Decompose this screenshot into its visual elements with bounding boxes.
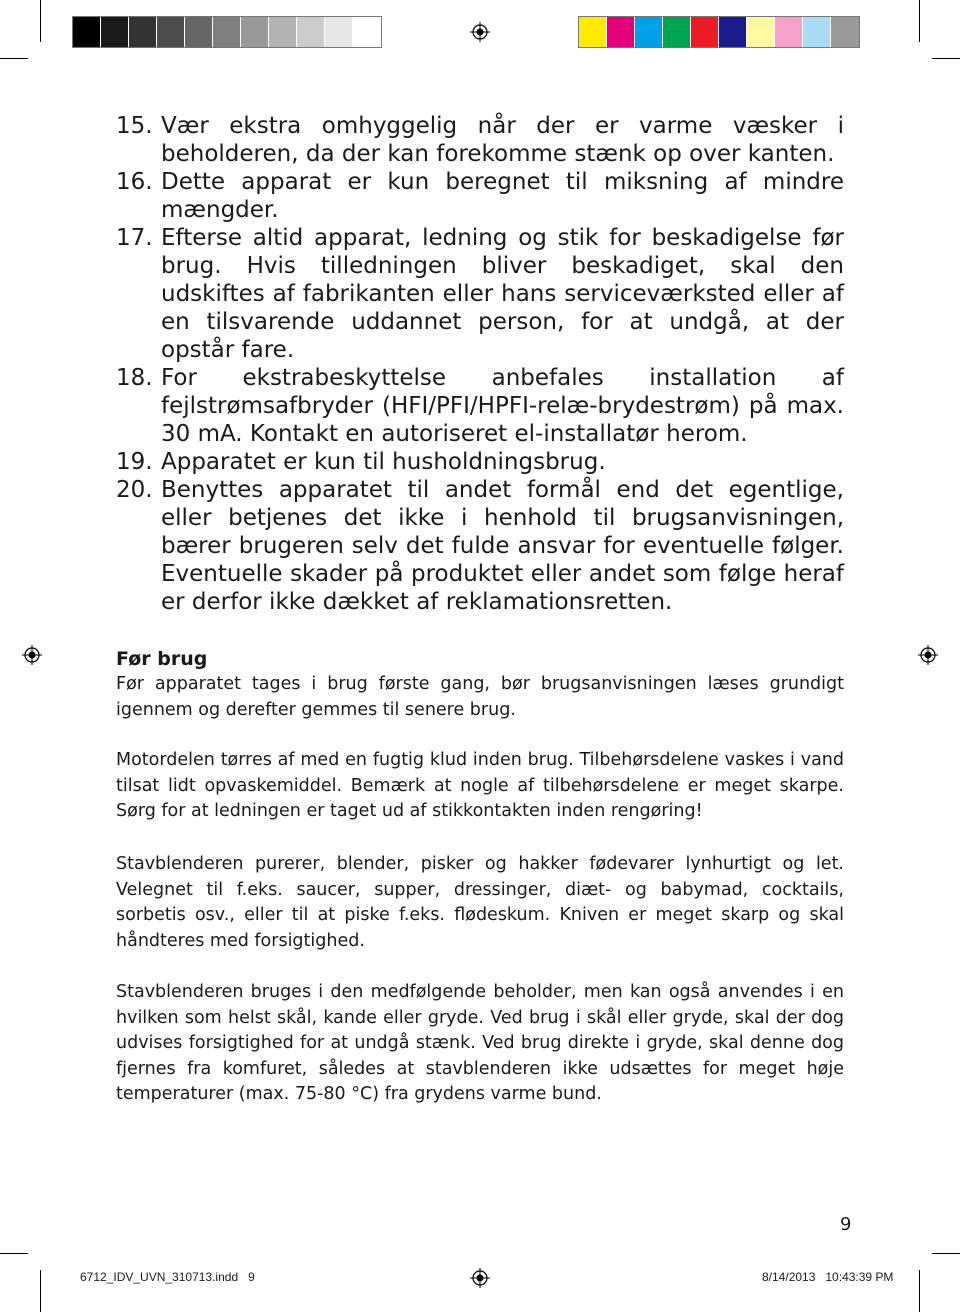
gray-swatch [353,17,381,47]
crop-mark [0,58,28,59]
crop-mark [919,1270,920,1312]
list-item-number: 20. [116,477,153,503]
crop-mark [919,0,920,42]
grayscale-bar [72,16,382,48]
color-swatch [775,17,803,47]
gray-swatch [129,17,157,47]
list-item [116,112,844,168]
gray-swatch [185,17,213,47]
list-item-text: For ekstrabeskyttelse anbefales installation af fejlstrømsafbryder (HFI/PFI/HPFI-relæ-brydestrøm) på max. 30 mA. Kontakt en autoriseret el-installatør herom. [161,365,844,447]
list-item [116,448,844,476]
list-item-number: 16. [116,169,153,195]
gray-swatch [325,17,353,47]
list-item [116,168,844,224]
crop-mark [0,1253,28,1254]
page-number: 9 [840,1214,852,1235]
color-swatch [691,17,719,47]
list-item [116,476,844,616]
paragraph: Stavblenderen purerer, blender, pisker og hakker fødevarer lynhurtigt og let. Velegnet til f.eks. saucer, supper, dressinger, diæt- og babymad, cocktails, sorbetis osv., eller til at piske f.eks. flødeskum. Kniven er meget skarp og skal håndteres med forsigtighed. [116,854,844,951]
list-item [116,364,844,448]
list-item-text: Benyttes apparatet til andet formål end det egentlige, eller betjenes det ikke i henhold til brugsanvisningen, bærer brugeren selv det fulde ansvar for eventuelle følger. Eventuelle skader på produktet eller andet som følge heraf er derfor ikke dækket af reklamationsretten. [161,477,844,615]
color-swatch [635,17,663,47]
list-item-text: Vær ekstra omhyggelig når der er varme væsker i beholderen, da der kan forekomme stænk op over kanten. [161,113,844,167]
paragraph: Motordelen tørres af med en fugtig klud inden brug. Tilbehørsdelene vaskes i vand tilsat lidt opvaskemiddel. Bemærk at nogle af tilbehørsdelene er meget skarpe. Sørg for at ledningen er taget ud af stikkontakten inden rengøring! [116,750,844,822]
gray-swatch [213,17,241,47]
gray-swatch [297,17,325,47]
crop-mark [40,1270,41,1312]
registration-mark-icon [22,645,42,665]
registration-mark-icon [918,645,938,665]
list-item-number: 19. [116,449,153,475]
color-swatch [579,17,607,47]
crop-mark [40,0,41,42]
gray-swatch [101,17,129,47]
gray-swatch [73,17,101,47]
list-item-number: 17. [116,225,153,251]
list-item-number: 18. [116,365,153,391]
safety-instructions-list [116,112,844,616]
section-heading: Før brug [116,648,208,670]
registration-mark-icon [470,1268,490,1288]
color-bar [578,16,860,48]
list-item-text: Apparatet er kun til husholdningsbrug. [161,449,606,475]
paragraph: Stavblenderen bruges i den medfølgende beholder, men kan også anvendes i en hvilken som helst skål, kande eller gryde. Ved brug i skål eller gryde, skal der dog udvises forsigtighed for at undgå stænk. Ved brug direkte i gryde, skal denne dog fjernes fra komfuret, således at stavblenderen ikke udsættes for meget høje temperaturer (max. 75-80 °C) fra grydens varme bund. [116,982,844,1105]
list-item-text: Efterse altid apparat, ledning og stik for beskadigelse før brug. Hvis tilledningen bliver beskadiget, skal den udskiftes af fabrikanten eller hans serviceværksted eller af en tilsvarende uddannet person, for at undgå, at der opstår fare. [161,225,844,363]
paragraph: Før apparatet tages i brug første gang, bør brugsanvisningen læses grundigt igennem og derefter gemmes til senere brug. [116,674,844,720]
color-swatch [803,17,831,47]
list-item-number: 15. [116,113,153,139]
date-slug: 8/14/2013 10:43:39 PM [762,1270,894,1284]
list-item-text: Dette apparat er kun beregnet til miksning af mindre mængder. [161,169,844,223]
color-swatch [663,17,691,47]
gray-swatch [157,17,185,47]
file-slug: 6712_IDV_UVN_310713.indd 9 [80,1270,255,1284]
color-swatch [831,17,859,47]
gray-swatch [269,17,297,47]
gray-swatch [241,17,269,47]
color-swatch [719,17,747,47]
crop-mark [932,58,960,59]
list-item [116,224,844,364]
registration-mark-icon [470,22,490,42]
color-swatch [607,17,635,47]
color-swatch [747,17,775,47]
crop-mark [932,1253,960,1254]
